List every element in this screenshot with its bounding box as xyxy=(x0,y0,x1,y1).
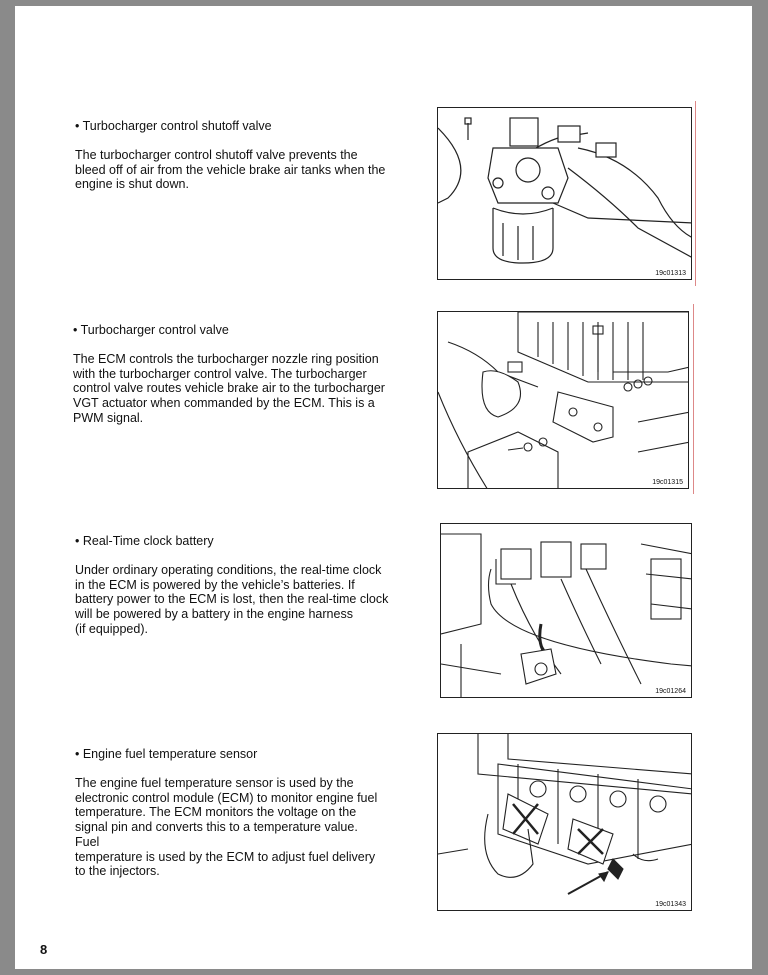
section-body-shutoff-valve: The turbocharger control shutoff valve prevents the bleed off of air from the vehicle brake air tanks when the engine is shut down. xyxy=(75,148,386,192)
clock-battery-illustration xyxy=(441,524,692,698)
figure-clock-battery xyxy=(440,523,692,698)
section-body-fuel-temp-sensor: The engine fuel temperature sensor is used by the electronic control module (ECM) to monitor engine fuel temperature. The ECM monitors the voltage on the signal pin and converts this to a temperature value. Fuel temperature is used by the ECM to adjust fuel delivery to the injectors. xyxy=(75,776,378,879)
section-heading-clock-battery: • Real-Time clock battery xyxy=(75,534,214,548)
figure-control-valve xyxy=(437,311,689,489)
figure-code: 19c01313 xyxy=(655,270,686,277)
figure-fuel-temp-sensor xyxy=(437,733,692,911)
margin-line xyxy=(693,304,694,494)
figure-code: 19c01315 xyxy=(652,479,683,486)
fuel-temp-sensor-illustration xyxy=(438,734,692,911)
control-valve-illustration xyxy=(438,312,689,489)
figure-code: 19c01343 xyxy=(655,901,686,908)
section-heading-shutoff-valve: • Turbocharger control shutoff valve xyxy=(75,119,272,133)
section-heading-control-valve: • Turbocharger control valve xyxy=(73,323,229,337)
margin-line xyxy=(695,101,696,286)
section-body-clock-battery: Under ordinary operating conditions, the real-time clock in the ECM is powered by the vehicle’s batteries. If battery power to the ECM is lost, then the real-time clock will be powered by a battery in the engine harness (if equipped). xyxy=(75,563,389,636)
section-body-control-valve: The ECM controls the turbocharger nozzle ring position with the turbocharger control valve. The turbocharger control valve routes vehicle brake air to the turbocharger VGT actuator when commanded by the ECM. This is a PWM signal. xyxy=(73,352,385,425)
shutoff-valve-illustration xyxy=(438,108,692,280)
page-number: 8 xyxy=(40,942,48,957)
section-heading-fuel-temp-sensor: • Engine fuel temperature sensor xyxy=(75,747,258,761)
figure-code: 19c01264 xyxy=(655,688,686,695)
document-page xyxy=(15,6,752,969)
figure-shutoff-valve xyxy=(437,107,692,280)
